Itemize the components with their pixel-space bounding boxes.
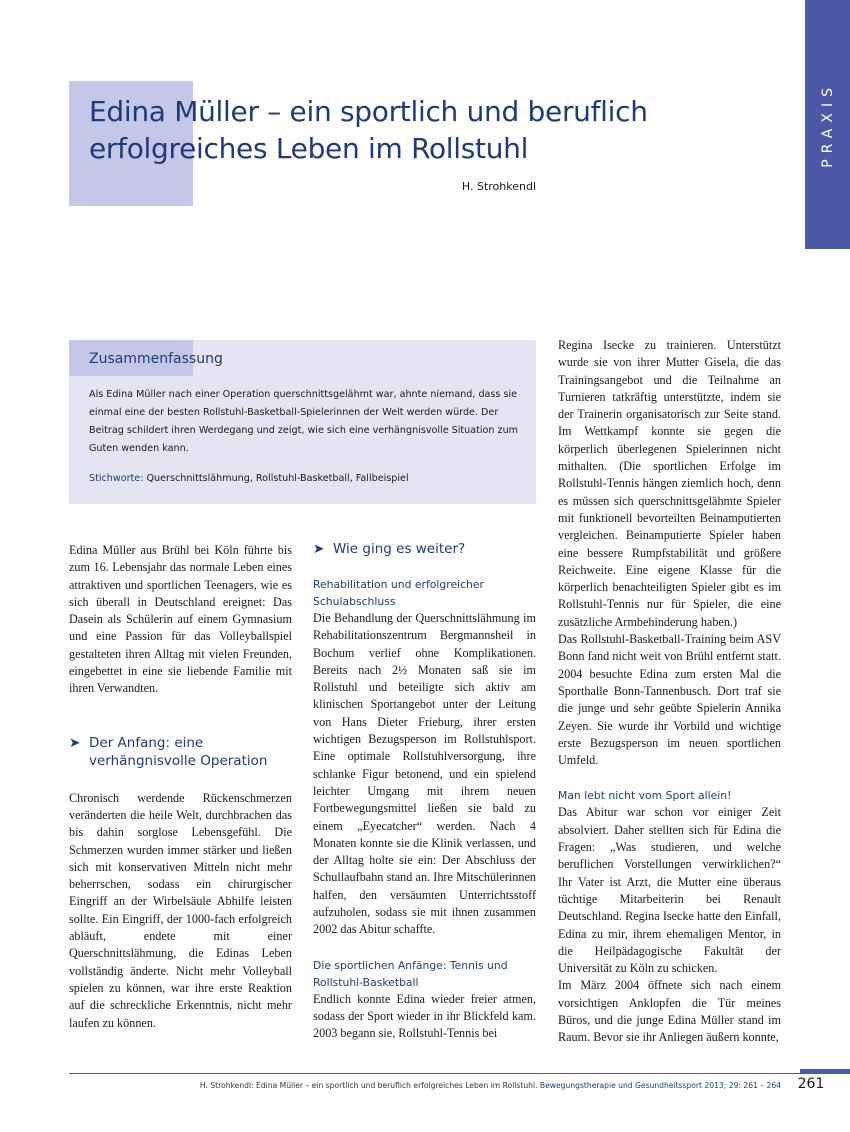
keywords-label: Stichworte: [89,473,144,484]
arrowhead-icon: ➤ [313,541,325,557]
intro-paragraph: Edina Müller aus Brühl bei Köln führte bis zum 16. Lebensjahr das normale Leben eines attraktiven und sportlichen Teenagers, wie es sich überall in Deutschland ereignet: Das Dasein als Schülerin auf einem Gymnasium und eine Passion für das Volleyballspiel gestalteten ihren Alltag mit vielen Freunden, eingebettet in eine sie liebende Familie mit ihren Verwandten. [69,543,292,696]
section-heading-weiter-text: Wie ging es weiter? [333,541,466,557]
article-author: H. Strohkendl [461,180,536,193]
footer-rule [69,1073,849,1074]
rehabilitation-paragraph: Die Behandlung der Querschnittslähmung im Rehabilitationszentrum Bergmannsheil in Bochum verlief ohne Komplikationen. Bereits nach 2½ Monaten saß sie im Rollstuhl und beteiligte sich aktiv am klinischen Sportangebot unter der Leitung von Hans Dieter Frieburg, ihrer ersten wichtigen Bezugsperson im Rollstuhlsport. Eine optimale Rollstuhlversorgung, ihre schlanke Figur betonend, und ein spielend leichter Umgang mit ihrem neuen Fortbewegungsmittel ließen sie bald zu einem „Eyecatcher“ werden. Nach 4 Monaten konnte sie die Klinik verlassen, und der Alltag holte sie ein: Der Abschluss der Schullaufbahn stand an. Ihre Mitschülerinnen halfen, den versäumten Unterrichtsstoff aufzuholen, sodass sie mit ihnen zusammen 2002 das Abitur schaffte. [313,611,536,937]
article-title: Edina Müller – ein sportlich und beruflich erfolgreiches Leben im Rollstuhl [89,95,648,165]
subheading-sportliche-anfaenge: Die sportlichen Anfänge: Tennis und Rollstuhl-Basketball [313,958,508,989]
section-heading-weiter [313,540,536,558]
anfang-paragraph: Chronisch werdende Rückenschmerzen veränderten die heile Welt, durchbrachen das bis dahin sorglose Lebensgefühl. Die Schmerzen wurden immer stärker und ließen sich mit konservativen Mitteln nicht mehr beherrschen, sodass ein chirurgischer Eingriff an der Wirbelsäule Abhilfe leisten sollte. Ein Eingriff, der 1000-fach erfolgreich abläuft, endete mit einer Querschnittslähmung, die Edinas Leben vollständig änderte. Nicht mehr Volleyball spielen zu können, war ihre erste Reaktion auf die schreckliche Erkenntnis, nicht mehr laufen zu können. [69,790,292,1030]
section-tab-label: PRAXIS [819,81,836,168]
column-3 [558,337,781,1047]
section-tab-label-wrapper [805,0,850,249]
summary-heading: Zusammenfassung [89,351,223,367]
subheading-rehabilitation: Rehabilitation und erfolgreicher Schulabschluss [313,578,484,608]
buero-paragraph: Im März 2004 öffnete sich nach einem vorsichtigen Anklopfen die Tür meines Büros, und die junge Edina Müller stand im Raum. Bevor sie ihr Anliegen äußern konnte, [558,978,781,1045]
subheading-sport-allein: Man lebt nicht vom Sport allein! [558,789,732,803]
footer-accent-bar [800,1069,850,1074]
footer-journal: Bewegungstherapie und Gesundheitssport 2013; 29: 261 – 264 [539,1081,781,1090]
keywords-text: Querschnittslähmung, Rollstuhl-Basketball, Fallbeispiel [146,473,409,484]
footer-citation-text: H. Strohkendl: Edina Müller – ein sportlich und beruflich erfolgreiches Leben im Rollstuhl. [199,1081,538,1090]
summary-text: Als Edina Müller nach einer Operation querschnittsgelähmt war, ahnte niemand, dass sie einmal eine der besten Rollstuhl-Basketball-Spielerinnen der Welt werden würde. Der Beitrag schildert ihren Werdegang und zeigt, wie sich eine verhängnisvolle Situation zum Guten wenden kann. [89,389,519,454]
section-heading-anfang-text: Der Anfang: eine verhängnisvolle Operation [89,734,268,769]
section-heading-anfang [69,734,292,770]
tennis-paragraph: Regina Isecke zu trainieren. Unterstützt wurde sie von ihrer Mutter Gisela, die das Trainingsangebot und die Teilnahme an Turnieren tatkräftig unterstützte, indem sie der Trainerin organisatorisch zur Seite stand. Im Wettkampf konnte sie gegen die körperlich überlegenen Spielerinnen nicht mithalten. (Die sportlichen Erfolge im Rollstuhl-Tennis hängen ziemlich hoch, denn es müssen sich querschnittsgelähmte Spieler mit funktionell bevorteilten Beinamputierten vergleichen. Beinamputierte Spieler haben eine bessere Rumpfstabilität und größere Reichweite. Eine eigene Klasse für die körperlich benachteiligten Spieler gibt es im Rollstuhl-Tennis nur für Spieler, die eine zusätzliche Armbehinderung haben.) [558,338,781,629]
basketball-paragraph: Das Rollstuhl-Basketball-Training beim ASV Bonn fand nicht weit von Brühl entfernt statt. 2004 besuchte Edina zum ersten Mal die Sporthalle Bonn-Tannenbusch. Dort traf sie die junge und sehr geübte Spielerin Annika Zeyen. Sie wurde ihr Vorbild und wichtige erste Bezugsperson im neuen sportlichen Umfeld. [558,632,781,768]
column-2 [313,540,536,1043]
column-1 [69,542,292,1032]
studium-paragraph: Das Abitur war schon vor einiger Zeit absolviert. Daher stellten sich für Edina die Fragen: „Was studieren, und welche beruflichen Vorstellungen verwirklichen?“ Ihr Vater ist Arzt, die Mutter eine überaus tüchtige Mitarbeiterin bei Renault Deutschland. Regina Isecke hatte den Einfall, Edina zu mir, ihrem ehemaligen Mentor, in die Heilpädagogische Fakultät der Universität zu Köln zu schicken. [558,805,781,976]
keywords-line [89,473,519,484]
page-number: 261 [797,1076,825,1092]
sportliche-anfaenge-paragraph: Endlich konnte Edina wieder freier atmen, sodass der Sport wieder in ihr Blickfeld kam. 2003 begann sie, Rollstuhl-Tennis bei [313,991,536,1041]
footer-citation [69,1081,781,1090]
arrowhead-icon: ➤ [69,734,81,751]
